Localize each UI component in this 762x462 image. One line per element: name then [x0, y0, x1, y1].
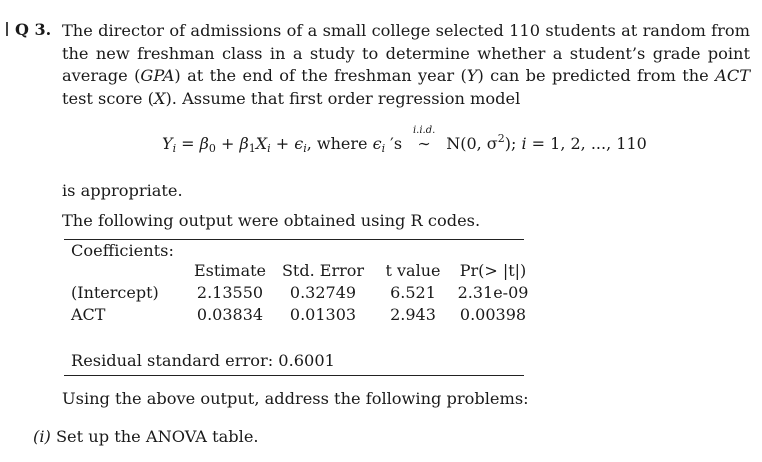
address-problems-text: Using the above output, address the following problems:: [62, 389, 529, 408]
coefficients-header: Coefficients:: [71, 241, 174, 260]
table-header-cell: Estimate: [193, 261, 267, 280]
coefficients-table: [64, 260, 533, 326]
regression-equation: $Y_i = \beta_0 + \beta_1X_i + \epsilon_i$, where $\epsilon_i$ ′s i.i.d. ∼ N(0, $\sigma^2$); i = 1, 2, ..., 110: [162, 125, 647, 155]
table-bottom-rule: [64, 375, 524, 376]
margin-bar: [6, 22, 8, 36]
table-cell: 6.521: [390, 283, 436, 302]
appropriate-text: is appropriate.: [62, 181, 183, 200]
part-label: (i): [33, 427, 51, 446]
table-header-cell: Pr(> |t|): [459, 261, 527, 280]
question-label: Q 3.: [15, 20, 52, 39]
table-header-cell: t value: [385, 261, 441, 280]
table-header-cell: [64, 260, 187, 282]
table-cell: 2.13550: [196, 283, 264, 302]
table-header-cell: Std. Error: [281, 261, 365, 280]
residual-standard-error: Residual standard error: 0.6001: [71, 351, 335, 370]
iid-symbol: i.i.d. ∼: [412, 125, 436, 153]
table-row: [64, 304, 533, 326]
table-cell: 0.00398: [459, 305, 527, 324]
table-row: [64, 282, 533, 304]
part-i: [33, 427, 259, 446]
table-cell: ACT: [71, 305, 106, 324]
table-cell: 0.32749: [289, 283, 357, 302]
part-text: Set up the ANOVA table.: [55, 427, 259, 446]
table-cell: 2.31e-09: [457, 283, 529, 302]
output-intro-text: The following output were obtained using R codes.: [62, 211, 481, 230]
table-cell: 0.03834: [196, 305, 264, 324]
table-cell: 2.943: [390, 305, 436, 324]
table-header-row: [64, 260, 533, 282]
table-top-rule: [64, 239, 524, 240]
question-paragraph: The director of admissions of a small college selected 110 students at random from the new freshman class in a study to determine whether a student’s grade point average (GPA) at the end of the freshman year (Y) can be predicted from the ACT test score (X). Assume that first order regression model: [62, 21, 750, 108]
table-cell: (Intercept): [71, 283, 159, 302]
table-cell: 0.01303: [289, 305, 357, 324]
